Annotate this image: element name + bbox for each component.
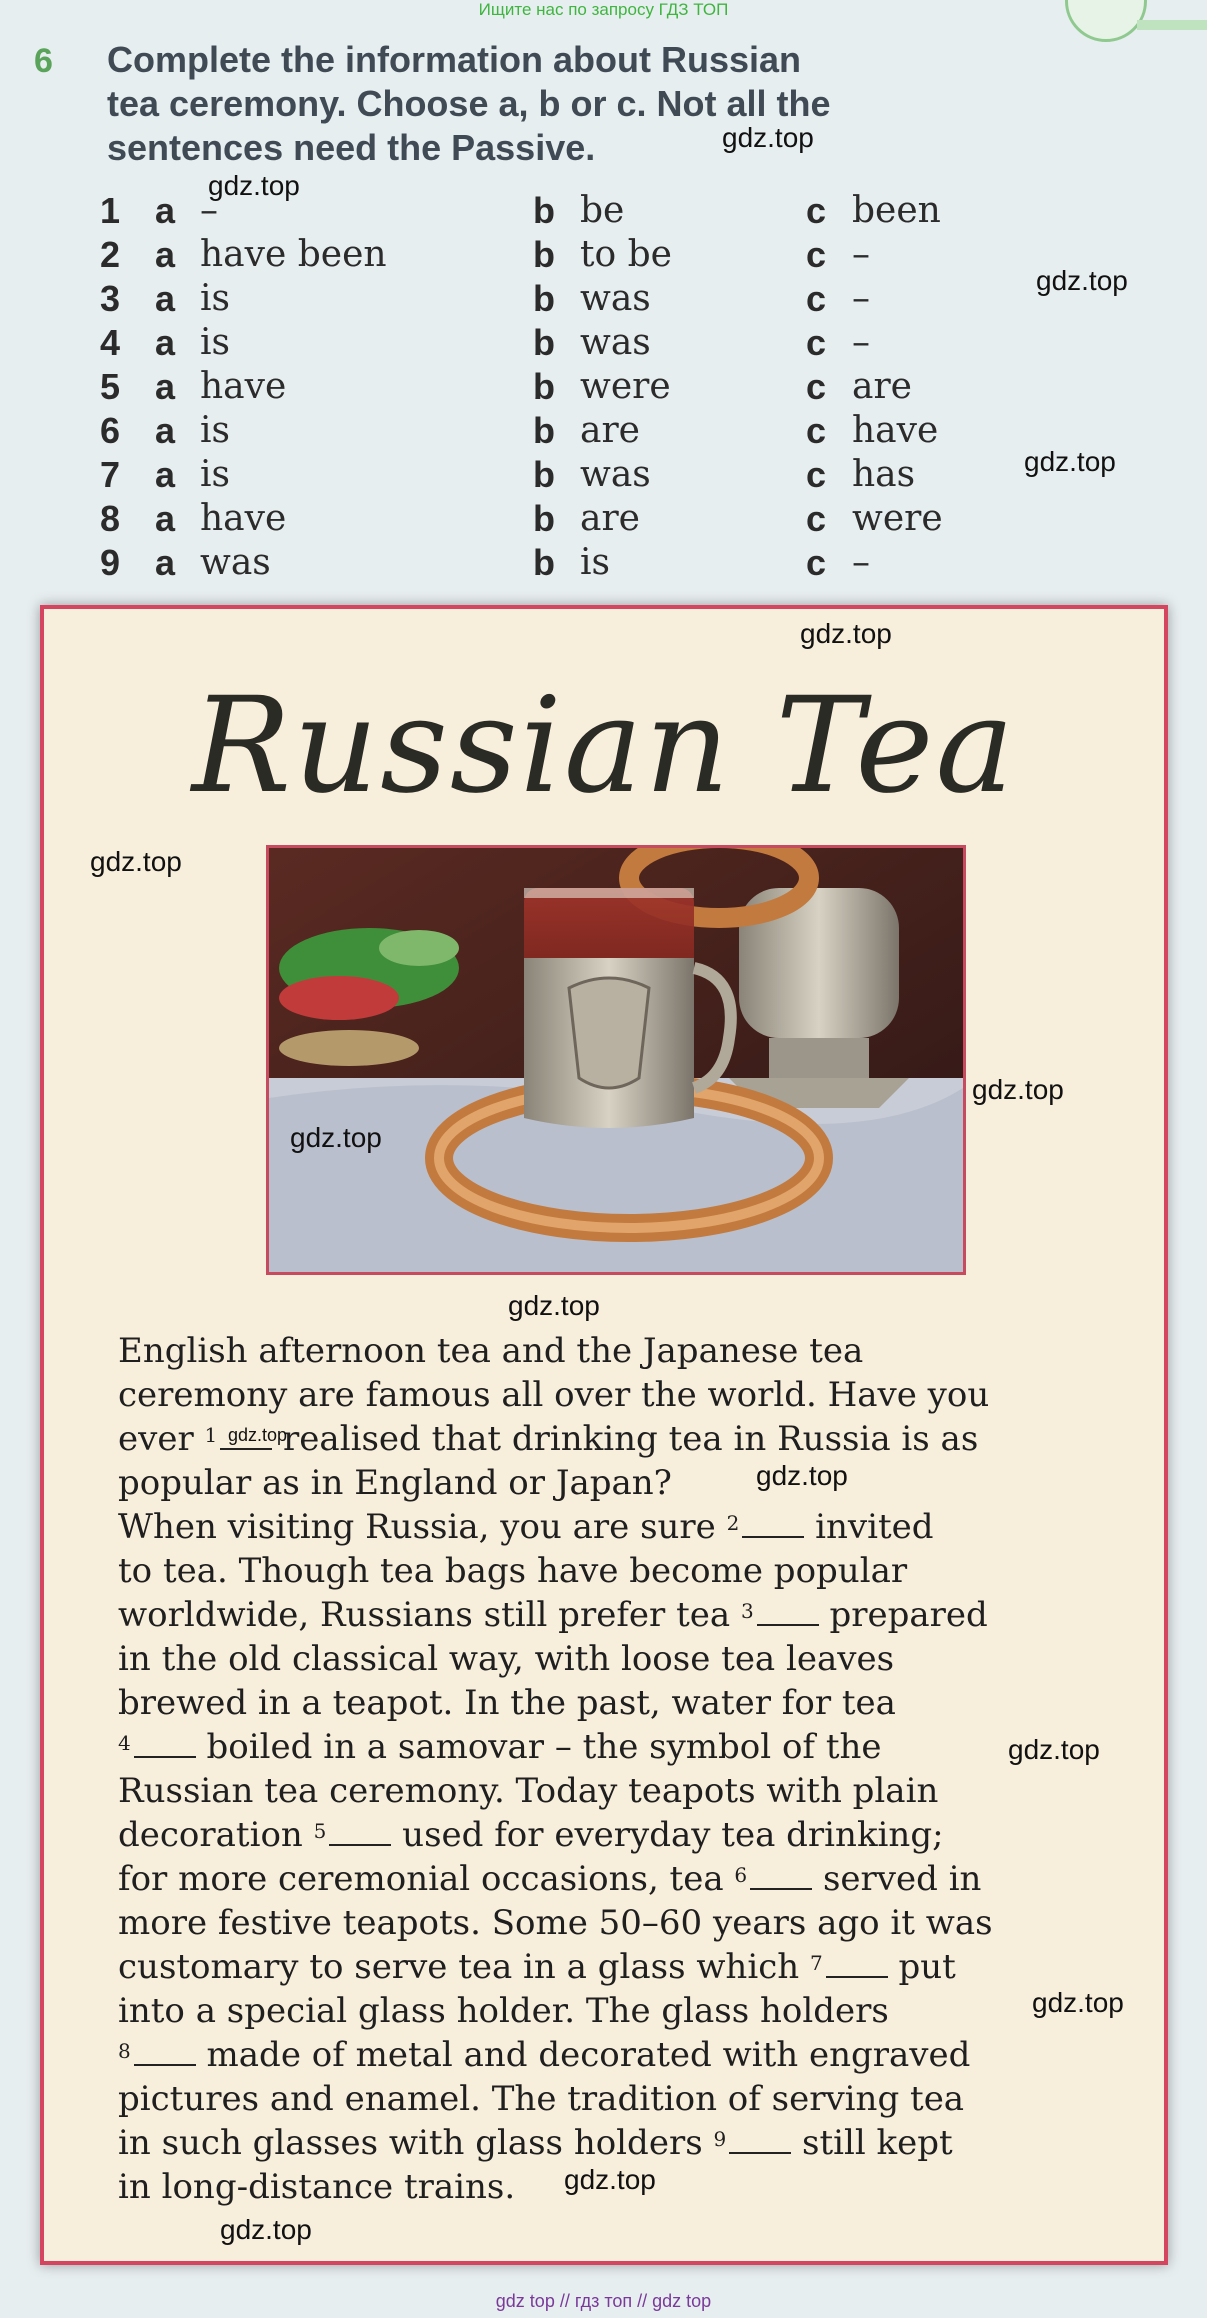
gap-number: 5: [313, 1819, 327, 1843]
gap-number: 7: [809, 1951, 823, 1975]
watermark: gdz.top: [220, 2214, 312, 2245]
passage-line: ceremony are famous all over the world. Have you: [118, 1375, 990, 1415]
option-letter-c: c: [806, 234, 827, 275]
answer-gap-9[interactable]: [729, 2126, 791, 2154]
top-note: Ищите нас по запросу ГДЗ ТОП: [478, 0, 729, 19]
option-a: have been: [200, 234, 387, 275]
passage-line: in such glasses with glass holders: [118, 2123, 714, 2163]
passage-line: in long-distance trains.: [118, 2167, 516, 2207]
watermark: gdz.top: [1036, 265, 1128, 296]
watermark: gdz.top: [508, 1290, 600, 1321]
option-letter-b: b: [533, 454, 555, 495]
passage-line: brewed in a teapot. In the past, water for tea: [118, 1683, 896, 1723]
option-a: was: [200, 542, 271, 583]
watermark: gdz.top: [228, 1425, 288, 1445]
gap-number: 6: [734, 1863, 748, 1887]
passage-line: boiled in a samovar – the symbol of the: [195, 1727, 882, 1767]
option-letter-a: a: [155, 190, 176, 231]
passage-line: for more ceremonial occasions, tea: [118, 1859, 735, 1899]
passage-line: to tea. Though tea bags have become popular: [118, 1551, 908, 1591]
passage-line: put: [887, 1947, 956, 1987]
option-c: been: [852, 190, 941, 231]
reading-card: [40, 605, 1168, 2265]
option-letter-c: c: [806, 410, 827, 451]
tea-photo-illustration: [269, 848, 963, 1272]
option-c: are: [852, 366, 912, 407]
passage-line: in the old classical way, with loose tea leaves: [118, 1639, 895, 1679]
option-number: 3: [100, 278, 121, 319]
option-c: –: [852, 234, 870, 275]
option-number: 7: [100, 454, 121, 495]
gap-number: 2: [726, 1511, 740, 1535]
option-b: was: [580, 322, 651, 363]
option-number: 6: [100, 410, 121, 451]
answer-gap-5[interactable]: [329, 1818, 391, 1846]
instruction-line: tea ceremony. Choose a, b or c. Not all the: [107, 83, 831, 124]
gap-number: 1: [204, 1423, 218, 1447]
answer-gap-3[interactable]: [757, 1598, 819, 1626]
option-c: has: [852, 454, 916, 495]
option-row: [100, 454, 1000, 498]
option-letter-b: b: [533, 542, 555, 583]
gap-number: 8: [118, 2039, 131, 2063]
option-c: –: [852, 322, 870, 363]
option-letter-a: a: [155, 498, 176, 539]
passage-line: still kept: [791, 2123, 953, 2163]
option-a: is: [200, 322, 230, 363]
option-letter-b: b: [533, 322, 555, 363]
watermark: gdz.top: [800, 618, 892, 649]
card-title: Russian Tea: [191, 669, 1017, 823]
exercise-instruction: [107, 38, 1007, 170]
gap-number: 9: [713, 2127, 727, 2151]
option-number: 2: [100, 234, 121, 275]
passage-line: ever: [118, 1419, 205, 1459]
option-number: 5: [100, 366, 121, 407]
option-letter-b: b: [533, 366, 555, 407]
gap-number: 4: [118, 1731, 131, 1755]
option-b: are: [580, 498, 640, 539]
option-letter-a: a: [155, 234, 176, 275]
passage-line: English afternoon tea and the Japanese tea: [118, 1331, 864, 1371]
passage-line: prepared: [818, 1595, 988, 1635]
option-a: is: [200, 410, 230, 451]
passage-line: served in: [812, 1859, 982, 1899]
option-a: is: [200, 454, 230, 495]
passage-line: customary to serve tea in a glass which: [118, 1947, 810, 1987]
watermark: gdz.top: [722, 122, 814, 153]
option-c: were: [852, 498, 943, 539]
option-row: [100, 498, 1000, 542]
passage-line: invited: [804, 1507, 934, 1547]
option-letter-b: b: [533, 190, 555, 231]
watermark: gdz.top: [972, 1074, 1064, 1105]
options-list: [100, 190, 1000, 586]
passage-line: popular as in England or Japan?: [118, 1463, 672, 1503]
answer-gap-8[interactable]: [134, 2038, 196, 2066]
option-row: [100, 234, 1000, 278]
option-b: are: [580, 410, 640, 451]
option-a: is: [200, 278, 230, 319]
option-letter-c: c: [806, 190, 827, 231]
option-b: were: [580, 366, 671, 407]
option-number: 8: [100, 498, 121, 539]
option-letter-a: a: [155, 410, 176, 451]
answer-gap-6[interactable]: [750, 1862, 812, 1890]
option-letter-a: a: [155, 278, 176, 319]
option-letter-a: a: [155, 454, 176, 495]
exercise-number: 6: [34, 42, 53, 80]
watermark: gdz.top: [290, 1122, 382, 1153]
option-b: be: [580, 190, 625, 231]
option-c: have: [852, 410, 939, 451]
watermark: gdz.top: [90, 846, 182, 877]
option-number: 4: [100, 322, 121, 363]
passage-line: decoration: [118, 1815, 314, 1855]
watermark: gdz.top: [208, 170, 300, 201]
passage-line: used for everyday tea drinking;: [391, 1815, 944, 1855]
watermark: gdz.top: [1008, 1734, 1100, 1765]
option-number: 9: [100, 542, 121, 583]
option-row: [100, 278, 1000, 322]
watermark: gdz.top: [756, 1460, 848, 1491]
tea-glass-photo: [266, 845, 966, 1275]
option-letter-c: c: [806, 322, 827, 363]
answer-gap-2[interactable]: [742, 1510, 804, 1538]
option-b: was: [580, 454, 651, 495]
option-letter-a: a: [155, 322, 176, 363]
option-letter-b: b: [533, 234, 555, 275]
instruction-line: Complete the information about Russian: [107, 39, 802, 80]
option-row: [100, 542, 1000, 586]
option-letter-b: b: [533, 498, 555, 539]
option-c: –: [852, 278, 870, 319]
gap-number: 3: [740, 1599, 754, 1623]
corner-decoration: [1137, 20, 1207, 30]
option-b: was: [580, 278, 651, 319]
option-letter-c: c: [806, 278, 827, 319]
option-a: have: [200, 498, 287, 539]
bottom-note: gdz top // гдз топ // gdz top: [495, 2291, 712, 2311]
answer-gap-4[interactable]: [134, 1730, 196, 1758]
option-letter-a: a: [155, 542, 176, 583]
option-row: [100, 410, 1000, 454]
answer-gap-7[interactable]: [826, 1950, 888, 1978]
option-b: is: [580, 542, 610, 583]
watermark: gdz.top: [564, 2164, 656, 2195]
passage-line: realised that drinking tea in Russia is as: [272, 1419, 979, 1459]
option-row: [100, 366, 1000, 410]
instruction-line: sentences need the Passive.: [107, 127, 596, 168]
option-letter-c: c: [806, 542, 827, 583]
watermark: gdz.top: [1032, 1987, 1124, 2018]
passage-line: made of metal and decorated with engraved: [195, 2035, 971, 2075]
passage-line: into a special glass holder. The glass holders: [118, 1991, 889, 2031]
passage-line: Russian tea ceremony. Today teapots with plain: [118, 1771, 939, 1811]
option-letter-c: c: [806, 498, 827, 539]
option-number: 1: [100, 190, 121, 231]
option-row: [100, 322, 1000, 366]
option-letter-c: c: [806, 366, 827, 407]
passage-line: pictures and enamel. The tradition of serving tea: [118, 2079, 965, 2119]
watermark: gdz.top: [1024, 446, 1116, 477]
passage-line: When visiting Russia, you are sure: [118, 1507, 727, 1547]
passage-line: more festive teapots. Some 50–60 years ago it was: [118, 1903, 993, 1943]
passage-line: worldwide, Russians still prefer tea: [118, 1595, 741, 1635]
corner-badge: [1065, 0, 1147, 42]
reading-passage: [118, 1329, 1128, 2209]
option-letter-b: b: [533, 410, 555, 451]
option-letter-c: c: [806, 454, 827, 495]
option-c: –: [852, 542, 870, 583]
option-a: have: [200, 366, 287, 407]
option-letter-a: a: [155, 366, 176, 407]
option-b: to be: [580, 234, 672, 275]
option-a: –: [200, 190, 218, 231]
option-letter-b: b: [533, 278, 555, 319]
